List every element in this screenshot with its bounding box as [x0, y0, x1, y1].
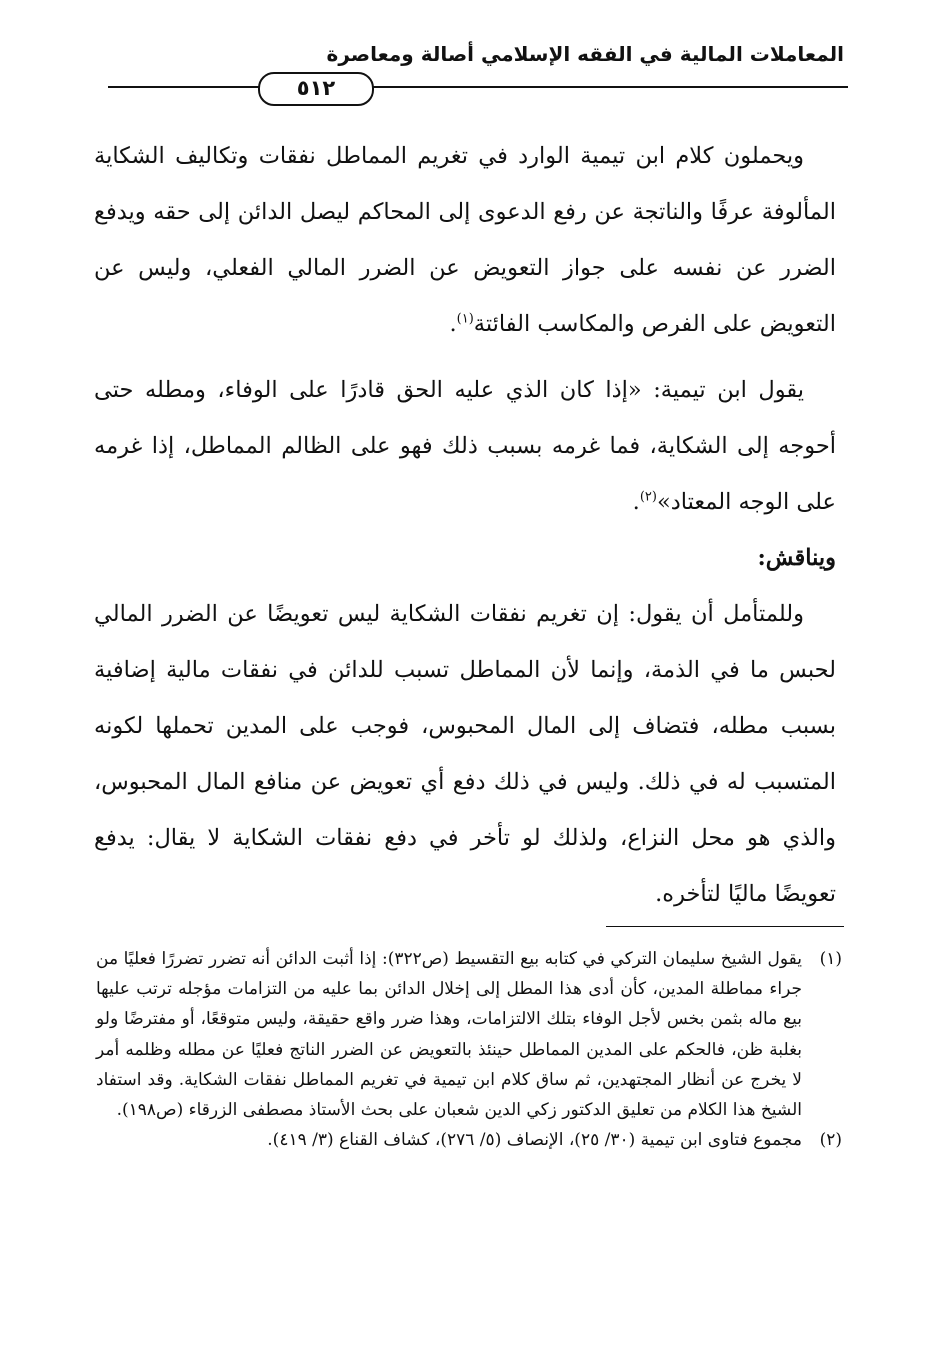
footnote-2: [96, 1125, 842, 1155]
footnote-1-number: (١): [819, 949, 842, 969]
page-number: ٥١٢: [296, 76, 336, 100]
running-header-title: المعاملات المالية في الفقه الإسلامي أصالة ومعاصرة: [326, 42, 844, 66]
footnote-separator: [606, 926, 844, 927]
paragraph-1: [94, 128, 836, 352]
paragraph-2-text: يقول ابن تيمية: «إذا كان الذي عليه الحق قادرًا على الوفاء، ومطله حتى أحوجه إلى الشكاية، فما غرمه بسبب ذلك فهو على الظالم المماطل، إذا غرمه على الوجه المعتاد»: [94, 377, 836, 515]
main-text: [94, 128, 836, 922]
footnote-1-text: يقول الشيخ سليمان التركي في كتابه بيع التقسيط (ص٣٢٢): إذا أثبت الدائن أنه تضرر تضررًا فعليًا من جراء مماطلة المدين، كأن أدى هذا المطل إلى إخلال الدائن بما عليه من التزامات مؤجله ترتب عليها بيع ماله بثمن بخس لأجل الوفاء بتلك الالتزامات، وهذا ضرر واقع حقيقة، وليس متوقعًا، أو مفترضًا ولو بغلبة ظن، فالحكم على المدين المماطل حينئذ بالتعويض عن الضرر الناتج فعليًا عن مطله وظلمه أمر لا يخرج عن أنظار المجتهدين، ثم ساق كلام ابن تيمية في تغريم المماطل نفقات الشكاية. وقد استفاد الشيخ هذا الكلام من تعليق الدكتور زكي الدين شعبان على بحث الأستاذ مصطفى الزرقاء (ص١٩٨).: [96, 949, 802, 1121]
footnote-2-number: (٢): [819, 1130, 842, 1151]
footnote-ref-2[interactable]: (٢): [639, 489, 657, 505]
paragraph-1-end: .: [449, 311, 457, 337]
paragraph-1-text: ويحملون كلام ابن تيمية الوارد في تغريم المماطل نفقات وتكاليف الشكاية المألوفة عرفًا والناتجة عن رفع الدعوى إلى المحاكم ليصل الدائن إلى حقه ويدفع الضرر عن نفسه على جواز التعويض عن الضرر المالي الفعلي، وليس عن التعويض على الفرص والمكاسب الفائتة: [94, 143, 836, 337]
header-rule: [108, 86, 848, 88]
paragraph-2-end: .: [632, 489, 640, 515]
paragraph-2: [94, 362, 836, 530]
footnote-ref-1[interactable]: (١): [456, 311, 474, 327]
footnote-1: [96, 944, 842, 1125]
footnotes: [96, 944, 842, 1155]
paragraph-3: وللمتأمل أن يقول: إن تغريم نفقات الشكاية ليس تعويضًا عن الضرر المالي لحبس ما في الذمة، وإنما لأن المماطل تسبب للدائن في نفقات مالية إضافية بسبب مطله، فتضاف إلى المال المحبوس، فوجب على المدين تحملها لكونه المتسبب له في ذلك. وليس في ذلك دفع أي تعويض عن منافع المال المحبوس، والذي هو محل النزاع، ولذلك لو تأخر في دفع نفقات الشكاية لا يقال: يدفع تعويضًا ماليًا لتأخره.: [94, 601, 836, 907]
subheading: ويناقش:: [757, 545, 836, 571]
footnote-2-text: مجموع فتاوى ابن تيمية (٣٠/ ٢٥)، الإنصاف (٥/ ٢٧٦)، كشاف القناع (٣/ ٤١٩).: [267, 1130, 802, 1151]
